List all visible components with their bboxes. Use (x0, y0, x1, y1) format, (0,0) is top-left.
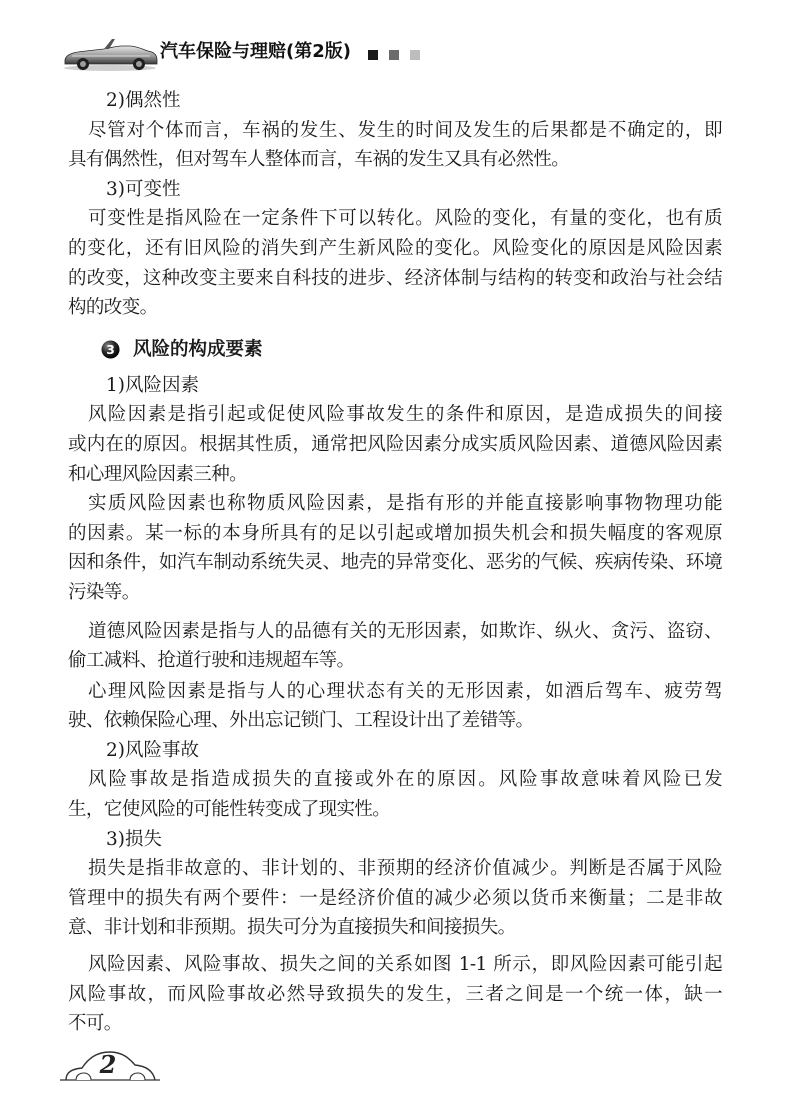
square-marker-icon (389, 50, 399, 60)
square-marker-icon (368, 50, 378, 60)
page-footer (58, 1044, 162, 1086)
header-markers (368, 50, 420, 60)
paragraph-line: 和心理风险因素三种。 (68, 463, 248, 485)
paragraph-variable (68, 204, 722, 322)
paragraph-line: 尽管对个体而言，车祸的发生、发生的时间及发生的后果都是不确定的，即 (88, 119, 722, 141)
section-heading (68, 335, 722, 365)
numbered-circle-icon (101, 340, 120, 359)
paragraph-line: 风险因素是指引起或促使风险事故发生的条件和原因，是造成损失的间接 (88, 404, 722, 426)
paragraph-line: 的改变，这种改变主要来自科技的进步、经济体制与结构的转变和政治与社会结 (68, 267, 722, 289)
subheading-variable: 3)可变性 (106, 178, 181, 200)
paragraph-line: 心理风险因素是指与人的心理状态有关的无形因素，如酒后驾车、疲劳驾 (88, 680, 722, 702)
paragraph-line: 或内在的原因。根据其性质，通常把风险因素分成实质风险因素、道德风险因素 (68, 433, 722, 455)
paragraph-loss (68, 854, 722, 943)
paragraph-line: 构的改变。 (68, 297, 158, 319)
paragraph-line: 风险因素、风险事故、损失之间的关系如图 1-1 所示，即风险因素可能引起 (88, 954, 722, 976)
running-header (0, 0, 790, 80)
paragraph-line: 实质风险因素也称物质风险因素，是指有形的并能直接影响事物物理功能 (88, 493, 722, 515)
paragraph-line: 风险事故是指造成损失的直接或外在的原因。风险事故意味着风险已发 (88, 769, 722, 791)
paragraph-line: 偷工减料、抢道行驶和违规超车等。 (68, 650, 355, 672)
paragraph-morale-factor (68, 677, 722, 736)
subheading-risk-accident: 2)风险事故 (106, 739, 199, 761)
page-number: 2 (99, 1050, 117, 1079)
paragraph-risk-factor (68, 400, 722, 489)
paragraph-line: 不可。 (68, 1013, 122, 1035)
paragraph-relation (68, 950, 722, 1039)
paragraph-moral-factor (68, 617, 722, 676)
subheading-risk-factor: 1)风险因素 (106, 374, 199, 396)
square-marker-icon (410, 50, 420, 60)
section-title: 风险的构成要素 (133, 338, 263, 360)
car-icon (62, 35, 158, 73)
paragraph-risk-accident (68, 765, 722, 824)
paragraph-line: 意、非计划和非预期。损失可分为直接损失和间接损失。 (68, 917, 516, 939)
paragraph-line: 具有偶然性，但对驾车人整体而言，车祸的发生又具有必然性。 (68, 149, 570, 171)
paragraph-line: 可变性是指风险在一定条件下可以转化。风险的变化，有量的变化，也有质 (88, 208, 722, 230)
paragraph-line: 损失是指非故意的、非计划的、非预期的经济价值减少。判断是否属于风险 (88, 858, 722, 880)
subheading-loss: 3)损失 (106, 828, 162, 850)
page-body (68, 86, 722, 1039)
paragraph-line: 生，它使风险的可能性转变成了现实性。 (68, 799, 391, 821)
paragraph-accidental (68, 116, 722, 175)
paragraph-line: 道德风险因素是指与人的品德有关的无形因素，如欺诈、纵火、贪污、盗窃、 (88, 620, 722, 642)
paragraph-line: 的因素。某一标的本身所具有的足以引起或增加损失机会和损失幅度的客观原 (68, 522, 722, 544)
paragraph-line: 风险事故，而风险事故必然导致损失的发生，三者之间是一个统一体，缺一 (68, 983, 722, 1005)
paragraph-line: 管理中的损失有两个要件：一是经济价值的减少必须以货币来衡量；二是非故 (68, 887, 722, 909)
paragraph-line: 的变化，还有旧风险的消失到产生新风险的变化。风险变化的原因是风险因素 (68, 237, 722, 259)
subheading-accidental: 2)偶然性 (106, 90, 181, 111)
paragraph-line: 驶、依赖保险心理、外出忘记锁门、工程设计出了差错等。 (68, 710, 534, 732)
section-number: 3 (106, 343, 115, 358)
book-title: 汽车保险与理赔(第2版) (160, 41, 351, 62)
paragraph-physical-factor (68, 489, 722, 607)
paragraph-line: 因和条件，如汽车制动系统失灵、地壳的异常变化、恶劣的气候、疾病传染、环境 (68, 552, 722, 574)
paragraph-line: 污染等。 (68, 581, 140, 603)
